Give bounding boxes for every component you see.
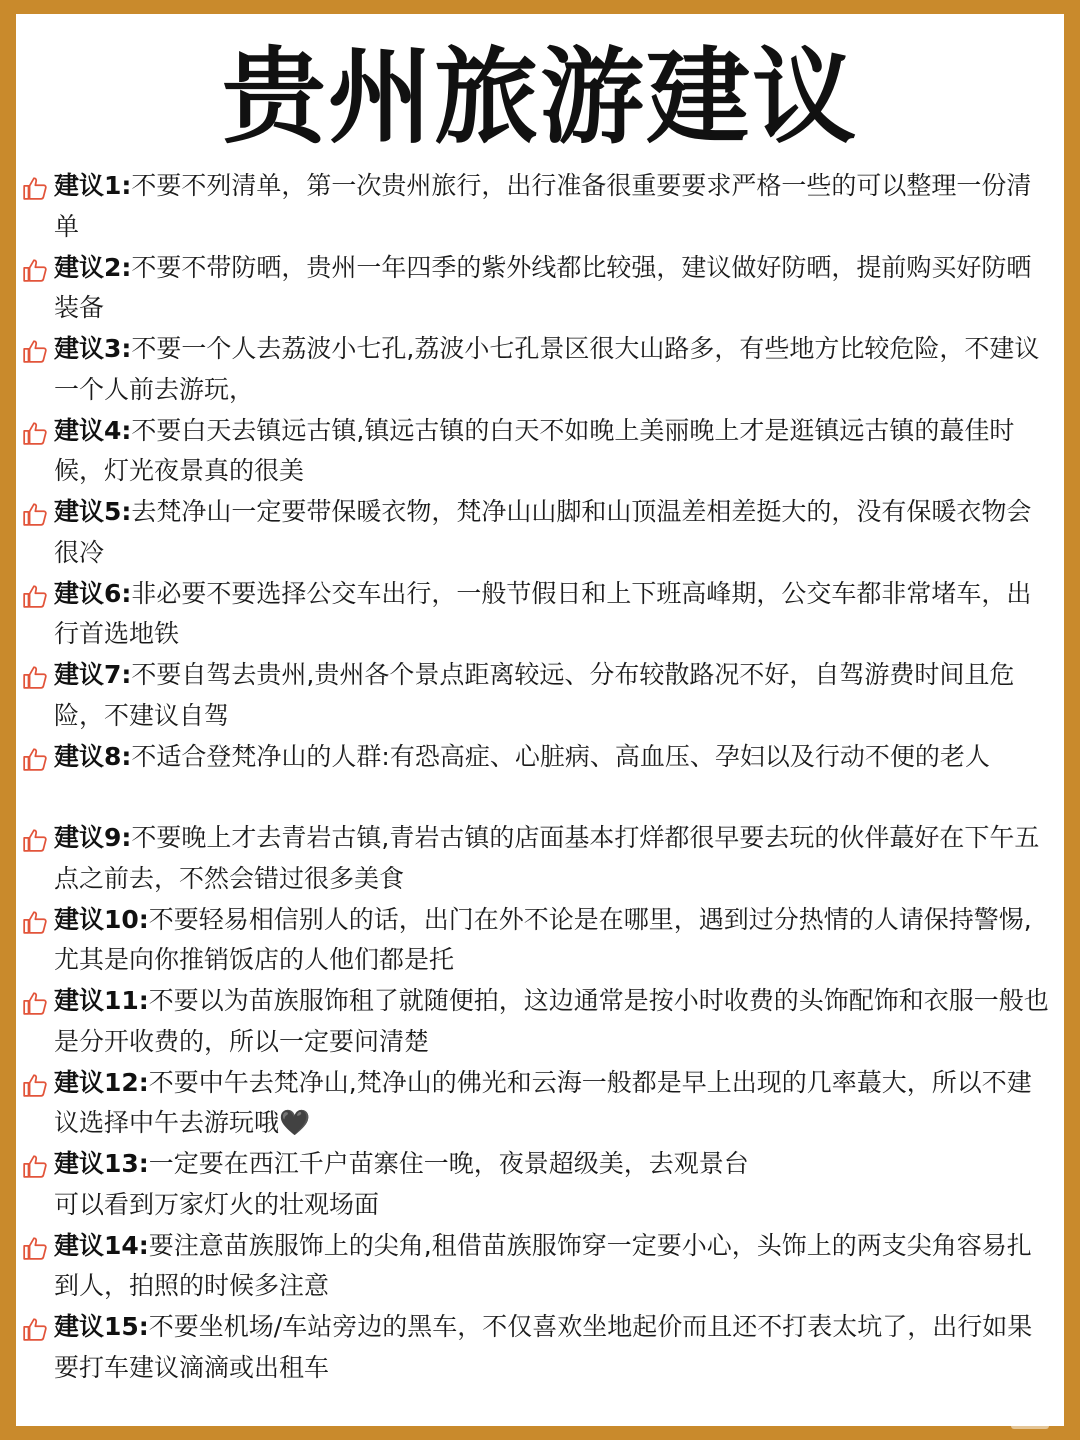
tip-item-5	[22, 492, 1052, 574]
tip-label: 建议4:	[54, 415, 132, 445]
thumbs-up-icon	[22, 827, 48, 853]
thumbs-up-icon	[22, 1153, 48, 1179]
tip-text: 不要不列清单，第一次贵州旅行，出行准备很重要要求严格一些的可以整理一份清单	[54, 171, 1032, 241]
tip-item-11	[22, 981, 1052, 1063]
tip-text: 不要中午去梵净山,梵净山的佛光和云海一般都是早上出现的几率蕞大，所以不建议选择中午去游玩哦🖤	[54, 1067, 1032, 1137]
tip-text: 不要以为苗族服饰租了就随便拍，这边通常是按小时收费的头饰配饰和衣服一般也是分开收费的，所以一定要问清楚	[54, 986, 1049, 1056]
tip-text: 一定要在西江千户苗寨住一晚，夜景超级美，去观景台	[148, 1149, 749, 1178]
thumbs-up-icon	[22, 664, 48, 690]
tip-item-13	[22, 1144, 1052, 1226]
tip-label: 建议1:	[54, 171, 132, 200]
thumbs-up-icon	[22, 1072, 48, 1098]
tip-label: 建议12:	[54, 1067, 149, 1097]
thumbs-up-icon	[22, 338, 48, 364]
tip-text: 不要坐机场/车站旁边的黑车，不仅喜欢坐地起价而且还不打表太坑了，出行如果要打车建议滴滴或出租车	[54, 1312, 1033, 1382]
tip-text: 要注意苗族服饰上的尖角,租借苗族服饰穿一定要小心，头饰上的两支尖角容易扎到人，拍照的时候多注意	[54, 1230, 1032, 1300]
tip-label: 建议14:	[54, 1230, 149, 1260]
tip-item-15	[22, 1307, 1052, 1389]
tips-list	[22, 166, 1052, 1389]
tip-label: 建议15:	[54, 1312, 149, 1341]
tip-item-7	[22, 655, 1052, 737]
thumbs-up-icon	[22, 909, 48, 935]
tip-label: 建议13:	[54, 1149, 149, 1178]
watermark-logo-icon	[1010, 1420, 1050, 1432]
tip-label: 建议2:	[54, 252, 132, 282]
tip-item-14	[22, 1226, 1052, 1308]
thumbs-up-icon	[22, 257, 48, 283]
tip-text: 不要晚上才去青岩古镇,青岩古镇的店面基本打烊都很早要去玩的伙伴蕞好在下午五点之前去，不然会错过很多美食	[54, 823, 1040, 893]
tip-text: 去梵净山一定要带保暖衣物，梵净山山脚和山顶温差相差挺大的，没有保暖衣物会很冷	[54, 497, 1032, 567]
tip-text: 不要一个人去荔波小七孔,荔波小七孔景区很大山路多，有些地方比较危险，不建议一个人前去游玩，	[54, 334, 1040, 404]
tip-text-line2: 可以看到万家灯火的壮观场面	[54, 1189, 380, 1219]
poster-card	[16, 14, 1064, 1426]
tip-item-8	[22, 737, 1052, 819]
tip-label: 建议6:	[54, 578, 132, 608]
tip-label: 建议8:	[54, 741, 132, 771]
tip-label: 建议5:	[54, 497, 132, 526]
thumbs-up-icon	[22, 990, 48, 1016]
thumbs-up-icon	[22, 583, 48, 609]
thumbs-up-icon	[22, 1316, 48, 1342]
tip-item-12	[22, 1063, 1052, 1145]
tip-label: 建议7:	[54, 660, 132, 689]
thumbs-up-icon	[22, 746, 48, 772]
tip-item-6	[22, 574, 1052, 656]
tip-label: 建议9:	[54, 823, 132, 852]
tip-label: 建议3:	[54, 334, 132, 363]
thumbs-up-icon	[22, 175, 48, 201]
page-title: 贵州旅游建议	[221, 36, 858, 158]
tip-item-2	[22, 248, 1052, 330]
thumbs-up-icon	[22, 1235, 48, 1261]
tip-item-4	[22, 411, 1052, 493]
tip-label: 建议11:	[54, 986, 149, 1015]
thumbs-up-icon	[22, 420, 48, 446]
tip-text: 不要轻易相信别人的话，出门在外不论是在哪里，遇到过分热情的人请保持警惕,尤其是向你推销饭店的人他们都是托	[54, 904, 1032, 974]
tip-item-9	[22, 818, 1052, 900]
tip-label: 建议10:	[54, 904, 149, 934]
tip-text: 不要自驾去贵州,贵州各个景点距离较远、分布较散路况不好，自驾游费时间且危险，不建议自驾	[54, 660, 1015, 730]
tip-item-1	[22, 166, 1052, 248]
tip-text: 不要不带防晒，贵州一年四季的紫外线都比较强，建议做好防晒，提前购买好防晒装备	[54, 252, 1032, 322]
tip-item-10	[22, 900, 1052, 982]
tip-text: 不适合登梵净山的人群:有恐高症、心脏病、高血压、孕妇以及行动不便的老人	[131, 741, 990, 771]
tip-text: 不要白天去镇远古镇,镇远古镇的白天不如晚上美丽晚上才是逛镇远古镇的蕞佳时候，灯光夜景真的很美	[54, 415, 1015, 485]
tip-item-3	[22, 329, 1052, 411]
thumbs-up-icon	[22, 501, 48, 527]
tip-text: 非必要不要选择公交车出行，一般节假日和上下班高峰期，公交车都非常堵车，出行首选地铁	[54, 578, 1032, 648]
